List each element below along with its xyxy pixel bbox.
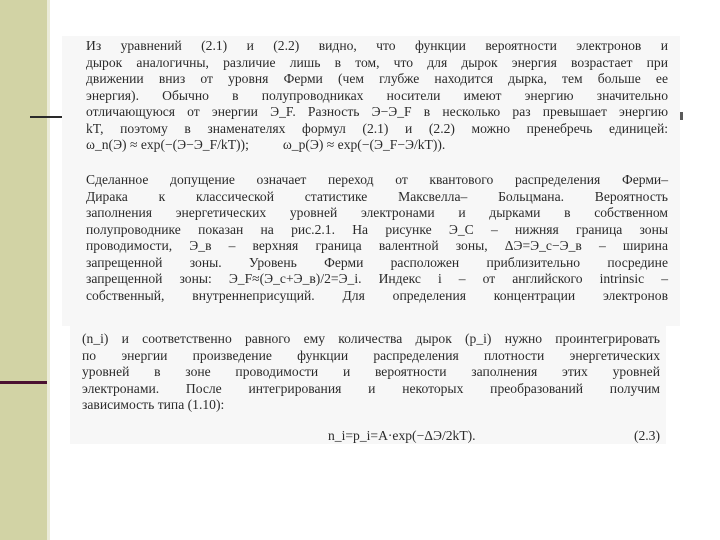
text-line: Дирака к классической статистике Максвелла– Больцмана. Вероятность	[86, 188, 668, 204]
text-line: (n_i) и соответственно равного ему количества дырок (p_i) нужно проинтегрировать	[82, 331, 660, 346]
text-line: запрещенной зоны: Э_F≈(Э_с+Э_в)/2=Э_i. Индекс i – от английского intrinsic –	[86, 271, 668, 286]
text-line: kT, поэтому в знаменателях формул (2.1) и (2.2) можно пренебречь единицей:	[86, 120, 668, 136]
text-line: Из уравнений (2.1) и (2.2) видно, что функции вероятности электронов и	[86, 38, 668, 53]
text-line: движении вниз от уровня Ферми (чем глубже находится дырка, тем больше ее	[86, 71, 668, 86]
sidebar-rule	[0, 381, 47, 384]
text-line: запрещенной зоны. Уровень Ферми расположен приблизительно посредине	[86, 254, 668, 270]
text-line: дырок аналогичны, различие лишь в том, что для дырок энергия возрастает при	[86, 54, 668, 70]
formula-line: ω_n(Э) ≈ exp(−(Э−Э_F/kT)); ω_p(Э) ≈ exp(−(Э_F−Э/kT)).	[86, 137, 446, 152]
text-line: Сделанное допущение означает переход от квантового распределения Ферми–	[86, 172, 668, 187]
text-line: зависимость типа (1.10):	[82, 397, 225, 412]
paragraph-maxwell-boltzmann	[86, 172, 668, 304]
paragraph-probability-functions	[86, 38, 668, 154]
sidebar-edge	[47, 0, 50, 540]
text-line: собственный, внутреннеприсущий. Для определения концентрации электронов	[86, 287, 668, 303]
paragraph-integration	[82, 331, 660, 414]
text-line: заполнения энергетических уровней электронами и дырками в собственном	[86, 205, 668, 220]
equation-formula: n_i=p_i=A·exp(−ΔЭ/2kT).	[328, 428, 476, 443]
text-line: полупроводнике показан на рис.2.1. На рисунке Э_C – нижняя граница зоны	[86, 221, 668, 237]
text-line: проводимости, Э_в – верхняя граница валентной зоны, ΔЭ=Э_c−Э_в – ширина	[86, 238, 668, 253]
text-line: уровней в зоне проводимости и вероятности заполнения этих уровней	[82, 364, 660, 379]
left-sidebar-bar	[0, 0, 47, 540]
text-line: энергия). Обычно в полупроводниках носители имеют энергию значительно	[86, 87, 668, 103]
text-line: по энергии произведение функции распределения плотности энергетических	[82, 347, 660, 363]
text-line: отличающуюся от энергии Э_F. Разность Э−Э_F в несколько раз превышает энергию	[86, 104, 668, 119]
text-line: электронами. После интегрирования и некоторых преобразований получим	[82, 380, 660, 396]
equation-number: (2.3)	[633, 428, 660, 443]
